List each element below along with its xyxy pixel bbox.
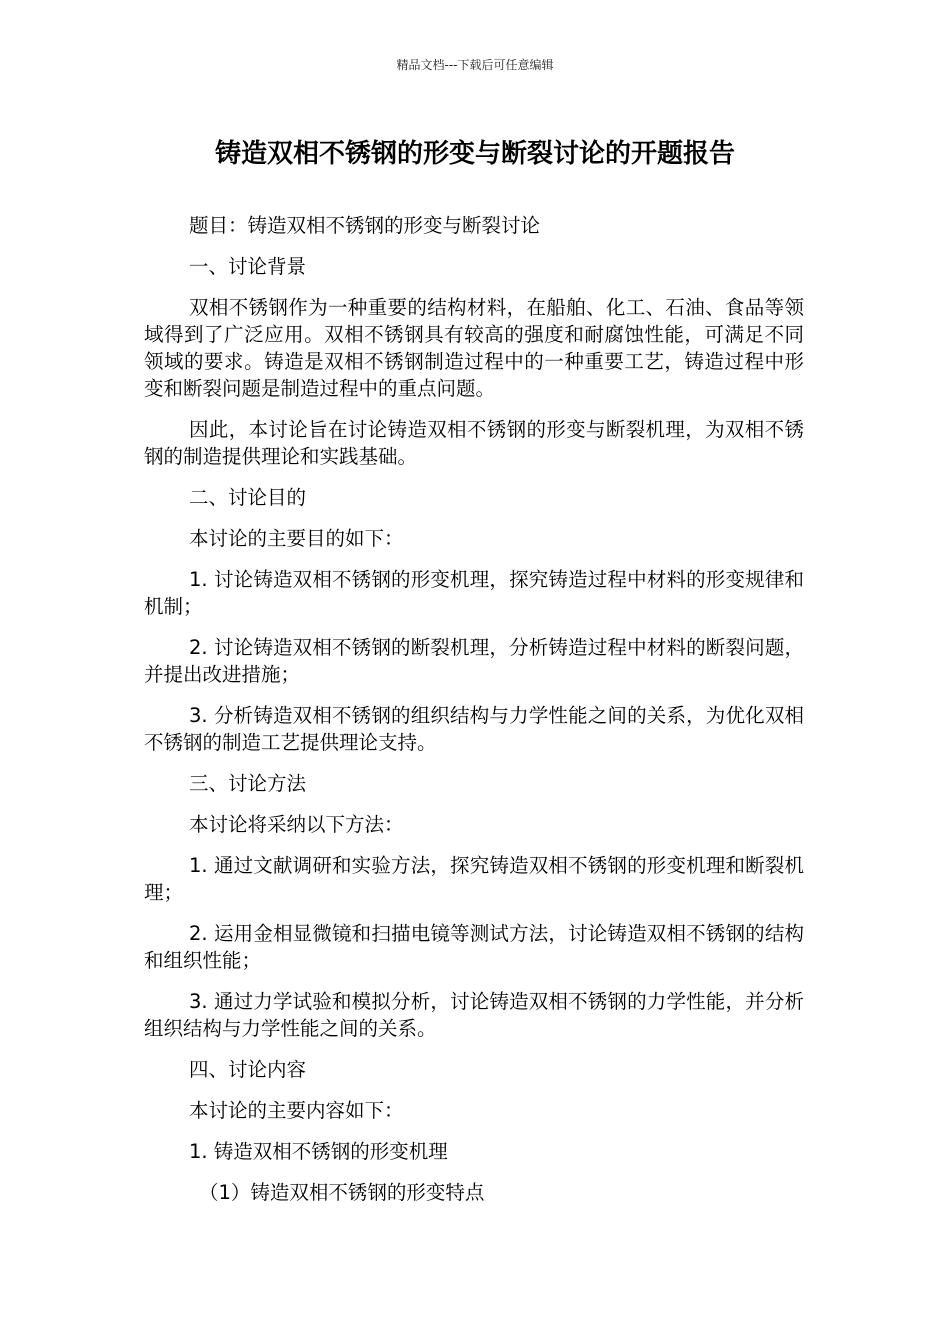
objective-item-1: 1. 讨论铸造双相不锈钢的形变机理，探究铸造过程中材料的形变规律和机制； <box>144 568 804 618</box>
section-heading-methods: 三、讨论方法 <box>189 772 307 795</box>
section-heading-objectives: 二、讨论目的 <box>189 486 307 509</box>
objectives-intro: 本讨论的主要目的如下： <box>189 527 404 550</box>
objective-item-3: 3. 分析铸造双相不锈钢的组织结构与力学性能之间的关系，为优化双相不锈钢的制造工艺提供理论支持。 <box>144 704 804 754</box>
content-intro: 本讨论的主要内容如下： <box>189 1099 404 1122</box>
content-item-1: 1. 铸造双相不锈钢的形变机理 <box>189 1140 448 1163</box>
purpose-summary-paragraph: 因此，本讨论旨在讨论铸造双相不锈钢的形变与断裂机理，为双相不锈钢的制造提供理论和实践基础。 <box>144 418 804 468</box>
background-paragraph: 双相不锈钢作为一种重要的结构材料，在船舶、化工、石油、食品等领域得到了广泛应用。双相不锈钢具有较高的强度和耐腐蚀性能，可满足不同领域的要求。铸造是双相不锈钢制造过程中的一种重要工艺，铸造过程中形变和断裂问题是制造过程中的重点问题。 <box>144 296 804 400</box>
document-title: 铸造双相不锈钢的形变与断裂讨论的开题报告 <box>214 139 735 169</box>
method-item-3: 3. 通过力学试验和模拟分析，讨论铸造双相不锈钢的力学性能，并分析组织结构与力学性能之间的关系。 <box>144 990 804 1040</box>
content-subitem-1: （1）铸造双相不锈钢的形变特点 <box>199 1181 485 1204</box>
method-item-1: 1. 通过文献调研和实验方法，探究铸造双相不锈钢的形变机理和断裂机理； <box>144 854 804 904</box>
header-note: 精品文档---下载后可任意编辑 <box>396 58 554 72</box>
document-body <box>144 212 804 1206</box>
methods-intro: 本讨论将采纳以下方法： <box>189 813 404 836</box>
section-heading-background: 一、讨论背景 <box>189 255 307 278</box>
method-item-2: 2. 运用金相显微镜和扫描电镜等测试方法，讨论铸造双相不锈钢的结构和组织性能； <box>144 922 804 972</box>
objective-item-2: 2. 讨论铸造双相不锈钢的断裂机理，分析铸造过程中材料的断裂问题，并提出改进措施； <box>144 636 804 686</box>
topic-line: 题目：铸造双相不锈钢的形变与断裂讨论 <box>189 214 541 237</box>
section-heading-content: 四、讨论内容 <box>189 1058 307 1081</box>
